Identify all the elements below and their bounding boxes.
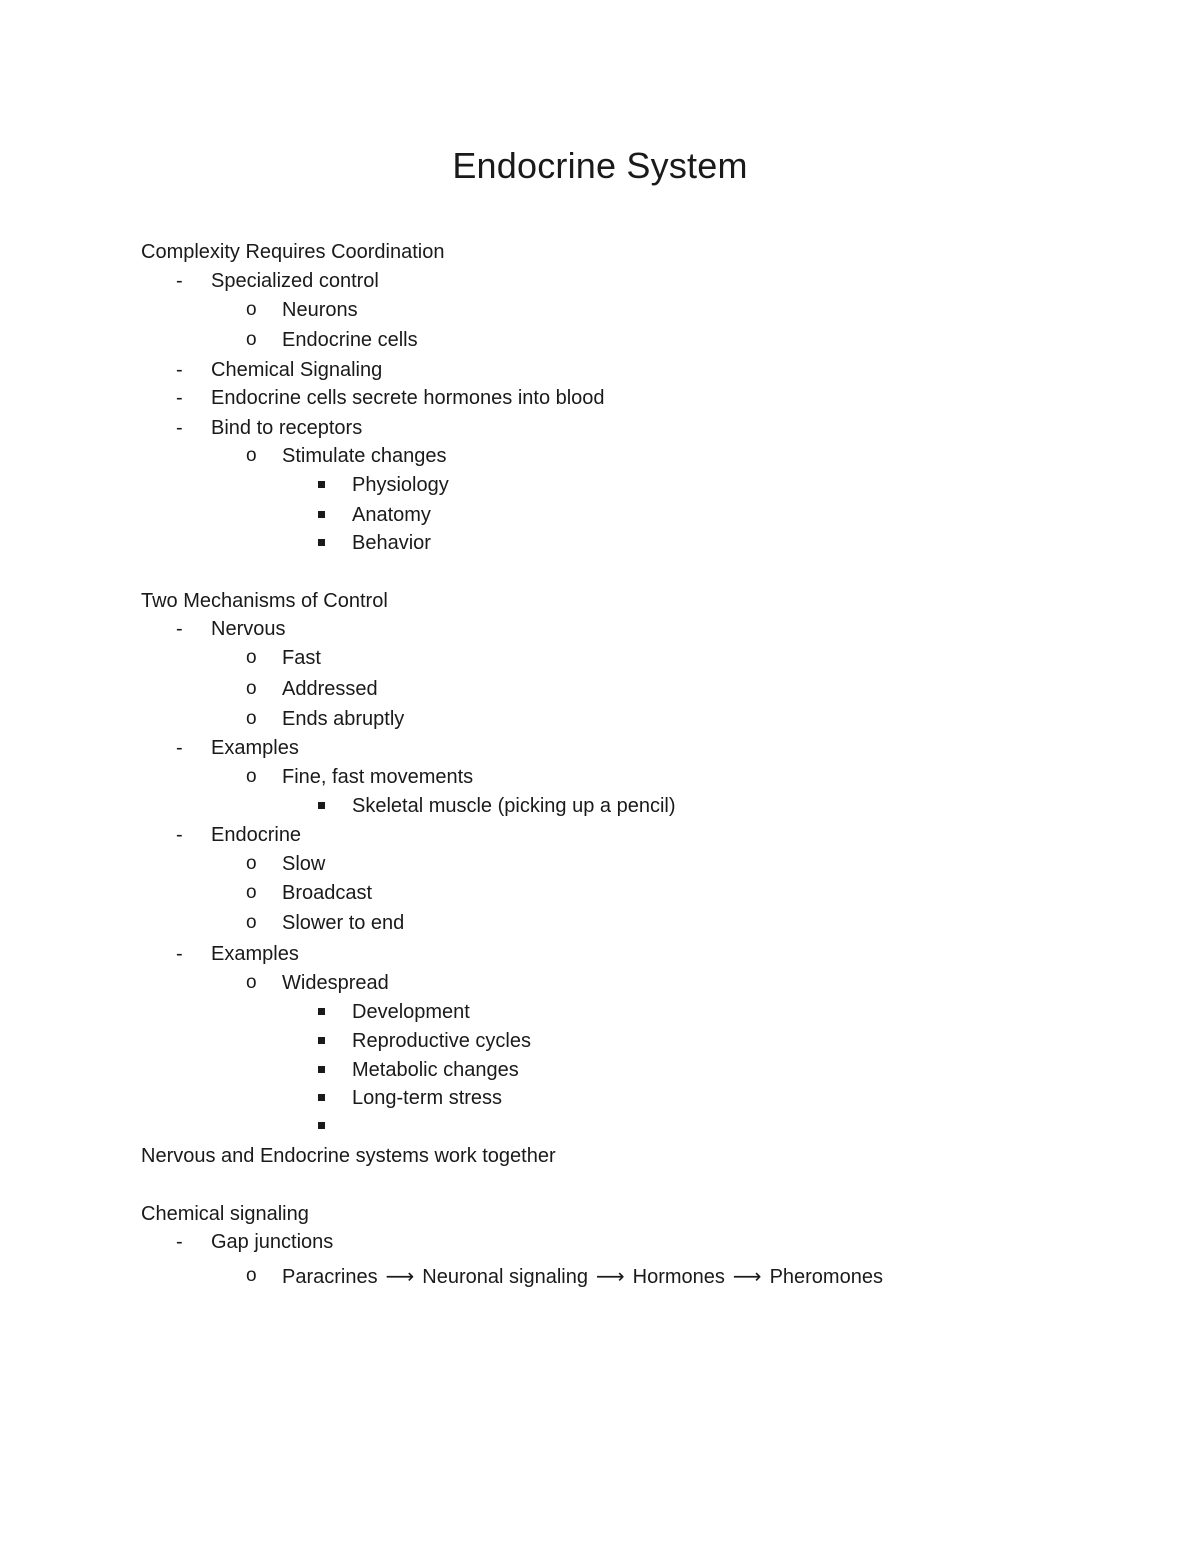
- list-item: Ends abruptly: [282, 708, 405, 730]
- circle-bullet: o: [246, 299, 257, 320]
- dash-bullet: -: [176, 270, 183, 292]
- arrow-right-icon: ⟶: [385, 1264, 415, 1288]
- list-item: Gap junctions: [211, 1231, 334, 1253]
- list-item: Stimulate changes: [282, 445, 447, 467]
- chain-item-paracrines: Paracrines: [282, 1266, 378, 1288]
- list-item: Behavior: [352, 532, 431, 554]
- dash-bullet: -: [176, 1231, 183, 1253]
- arrow-right-icon: ⟶: [732, 1264, 762, 1288]
- circle-bullet: o: [246, 853, 257, 874]
- circle-bullet: o: [246, 647, 257, 668]
- circle-bullet: o: [246, 1265, 257, 1286]
- section-heading-complexity: Complexity Requires Coordination: [141, 241, 445, 263]
- section-heading-chemical: Chemical signaling: [141, 1203, 309, 1225]
- chain-item-neuronal-signaling: Neuronal signaling: [422, 1266, 588, 1288]
- list-item: Metabolic changes: [352, 1059, 519, 1081]
- list-item: Specialized control: [211, 270, 379, 292]
- list-item: Slower to end: [282, 912, 405, 934]
- dash-bullet: -: [176, 417, 183, 439]
- circle-bullet: o: [246, 882, 257, 903]
- circle-bullet: o: [246, 912, 257, 933]
- list-item: Long-term stress: [352, 1087, 503, 1109]
- dash-bullet: -: [176, 387, 183, 409]
- list-item: Endocrine cells: [282, 329, 418, 351]
- list-item: Development: [352, 1001, 470, 1023]
- circle-bullet: o: [246, 972, 257, 993]
- list-item: Examples: [211, 943, 299, 965]
- list-item: Neurons: [282, 299, 358, 321]
- list-item: Physiology: [352, 474, 449, 496]
- circle-bullet: o: [246, 445, 257, 466]
- list-item: Nervous: [211, 618, 286, 640]
- list-item: Addressed: [282, 678, 378, 700]
- dash-bullet: -: [176, 618, 183, 640]
- signaling-chain: [282, 1262, 883, 1291]
- page-title: Endocrine System: [452, 145, 748, 186]
- dash-bullet: -: [176, 943, 183, 965]
- list-item: Fine, fast movements: [282, 766, 474, 788]
- dash-bullet: -: [176, 824, 183, 846]
- circle-bullet: o: [246, 678, 257, 699]
- list-item: Skeletal muscle (picking up a pencil): [352, 795, 676, 817]
- list-item: Widespread: [282, 972, 389, 994]
- arrow-right-icon: ⟶: [595, 1264, 625, 1288]
- list-item: Bind to receptors: [211, 417, 363, 439]
- section-heading-together: Nervous and Endocrine systems work together: [141, 1145, 556, 1167]
- section-heading-mechanisms: Two Mechanisms of Control: [141, 590, 388, 612]
- list-item: Endocrine: [211, 824, 302, 846]
- list-item: Reproductive cycles: [352, 1030, 531, 1052]
- circle-bullet: o: [246, 766, 257, 787]
- list-item: Broadcast: [282, 882, 373, 904]
- chain-item-hormones: Hormones: [632, 1266, 725, 1288]
- list-item: Examples: [211, 737, 299, 759]
- circle-bullet: o: [246, 708, 257, 729]
- list-item: Chemical Signaling: [211, 359, 383, 381]
- list-item: Slow: [282, 853, 326, 875]
- circle-bullet: o: [246, 329, 257, 350]
- dash-bullet: -: [176, 359, 183, 381]
- list-item: Endocrine cells secrete hormones into blood: [211, 387, 605, 409]
- list-item: Fast: [282, 647, 321, 669]
- list-item: Anatomy: [352, 504, 431, 526]
- chain-item-pheromones: Pheromones: [769, 1266, 883, 1288]
- dash-bullet: -: [176, 737, 183, 759]
